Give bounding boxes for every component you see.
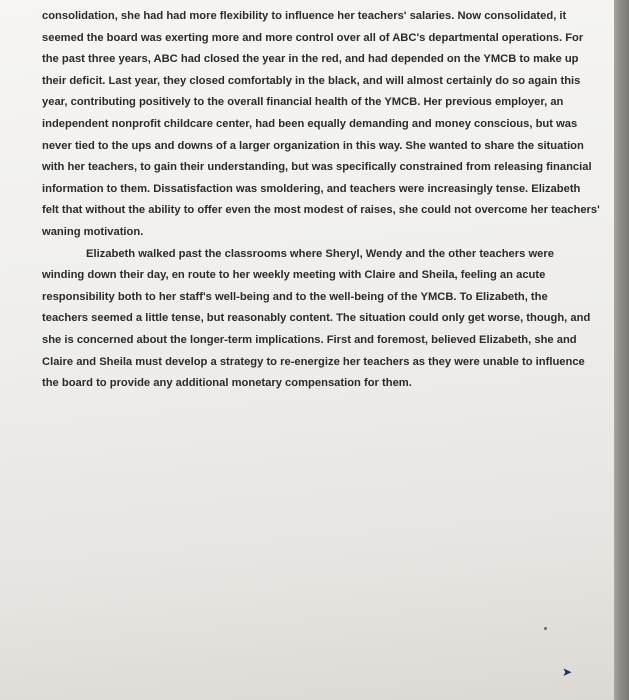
paragraph-1-line: felt that without the ability to offer even the most modest of raises, she could not overcome her teachers': [42, 204, 600, 217]
paragraph-1-line: their deficit. Last year, they closed comfortably in the black, and will almost certainly do so again this: [42, 74, 581, 87]
paragraph-2-line: the board to provide any additional monetary compensation for them.: [42, 377, 412, 390]
paragraph-1-line: year, contributing positively to the overall financial health of the YMCB. Her previous employer, an: [42, 96, 564, 109]
paragraph-1-line: independent nonprofit childcare center, had been equally demanding and money conscious, but was: [42, 117, 578, 130]
paragraph-1-line: the past three years, ABC had closed the year in the red, and had depended on the YMCB to make up: [42, 53, 579, 66]
paragraph-1-line: seemed the board was exerting more and more control over all of ABC's departmental operations. For: [42, 31, 584, 44]
paragraph-2-line: Claire and Sheila must develop a strategy to re-energize her teachers as they were unable to influence: [42, 355, 585, 368]
paragraph-2-line: teachers seemed a little tense, but reasonably content. The situation could only get worse, though, and: [42, 312, 591, 325]
case-study-text: [42, 6, 602, 395]
pen-mark-icon: ➤: [562, 665, 573, 679]
paragraph-2-line: she is concerned about the longer-term implications. First and foremost, believed Elizabeth, she and: [42, 333, 577, 346]
ink-speck: [544, 627, 547, 630]
paragraph-1-line: information to them. Dissatisfaction was smoldering, and teachers were increasingly tense. Elizabeth: [42, 182, 581, 195]
paragraph-2-line: Elizabeth walked past the classrooms where Sheryl, Wendy and the other teachers were: [86, 247, 554, 260]
paragraph-1-line: waning motivation.: [42, 225, 144, 238]
paragraph-1-line: with her teachers, to gain their understanding, but was specifically constrained from releasing financial: [42, 161, 592, 174]
paragraph-2-line: responsibility both to her staff's well-being and to the well-being of the YMCB. To Elizabeth, the: [42, 290, 548, 303]
paragraph-1-line: never tied to the ups and downs of a larger organization in this way. She wanted to share the situation: [42, 139, 584, 152]
paragraph-1-line: consolidation, she had had more flexibility to influence her teachers' salaries. Now consolidated, it: [42, 10, 567, 22]
paragraph-2-line: winding down their day, en route to her weekly meeting with Claire and Sheila, feeling an acute: [42, 269, 546, 282]
page-stack-edge: [614, 0, 629, 700]
